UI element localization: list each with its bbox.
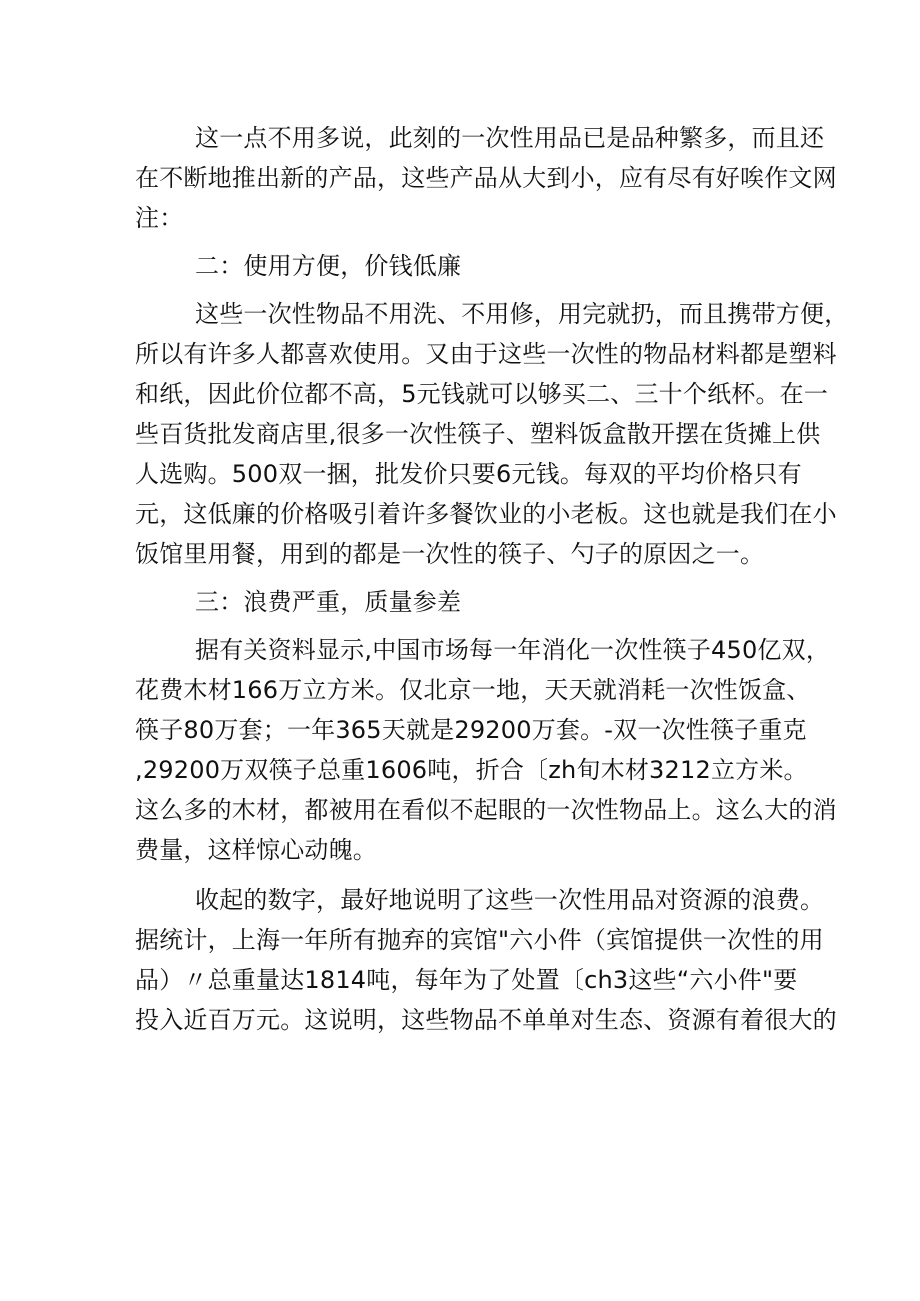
paragraph-convenience: [0, 294, 849, 574]
text-line: 筷子80万套；一年365天就是29200万套。-双一次性筷子重克: [135, 716, 807, 744]
section-heading-2: [0, 246, 800, 286]
text-line: 投入近百万元。这说明，这些物品不单单对生态、资源有着很大的: [135, 1006, 837, 1034]
heading-text: 三：浪费严重，质量参差: [195, 588, 462, 616]
text-line: 元，这低廉的价格吸引着许多餐饮业的小老板。这也就是我们在小: [135, 500, 837, 528]
text-line: 费量，这样惊心动魄。: [135, 836, 377, 864]
text-line: 饭馆里用餐，用到的都是一次性的筷子、勺子的原因之一。: [135, 540, 765, 568]
paragraph-waste: [0, 630, 837, 870]
paragraph-variety: [0, 118, 837, 238]
text-line: 据有关资料显示,中国市场每一年消化一次性筷子450亿双，: [195, 636, 831, 664]
text-line: 这些一次性物品不用洗、不用修，用完就扔，而且携带方便，: [195, 300, 849, 328]
heading-text: 二：使用方便，价钱低廉: [195, 252, 462, 280]
text-line: 人选购。500双一捆，批发价只要6元钱。每双的平均价格只有: [135, 460, 802, 488]
section-heading-3: [0, 582, 800, 622]
text-line: ,29200万双筷子总重1606吨，折合〔zh旬木材3212立方米。: [135, 756, 808, 784]
text-line: 所以有许多人都喜欢使用。又由于这些一次性的物品材料都是塑料: [135, 340, 837, 368]
text-line: 花费木材166万立方米。仅北京一地，天天就消耗一次性饭盒、: [135, 676, 811, 704]
text-line: 这一点不用多说，此刻的一次性用品已是品种繁多，而且还: [195, 124, 825, 152]
text-line: 和纸，因此价位都不高，5元钱就可以够买二、三十个纸杯。在一: [135, 380, 829, 408]
text-line: 些百货批发商店里,很多一次性筷子、塑料饭盒散开摆在货摊上供: [135, 420, 821, 448]
text-line: 这么多的木材，都被用在看似不起眼的一次性物品上。这么大的消: [135, 796, 837, 824]
text-line: 据统计，上海一年所有抛弃的宾馆"六小件（宾馆提供一次性的用: [135, 926, 824, 954]
text-line: 在不断地推出新的产品，这些产品从大到小，应有尽有好唉作文网: [135, 164, 837, 192]
text-line: 注：: [135, 204, 184, 232]
paragraph-statistics: [0, 880, 837, 1040]
text-line: 品）〃总重量达1814吨，每年为了处置〔ch3这些“六小件"要: [135, 966, 798, 994]
text-line: 收起的数字，最好地说明了这些一次性用品对资源的浪费。: [195, 886, 825, 914]
